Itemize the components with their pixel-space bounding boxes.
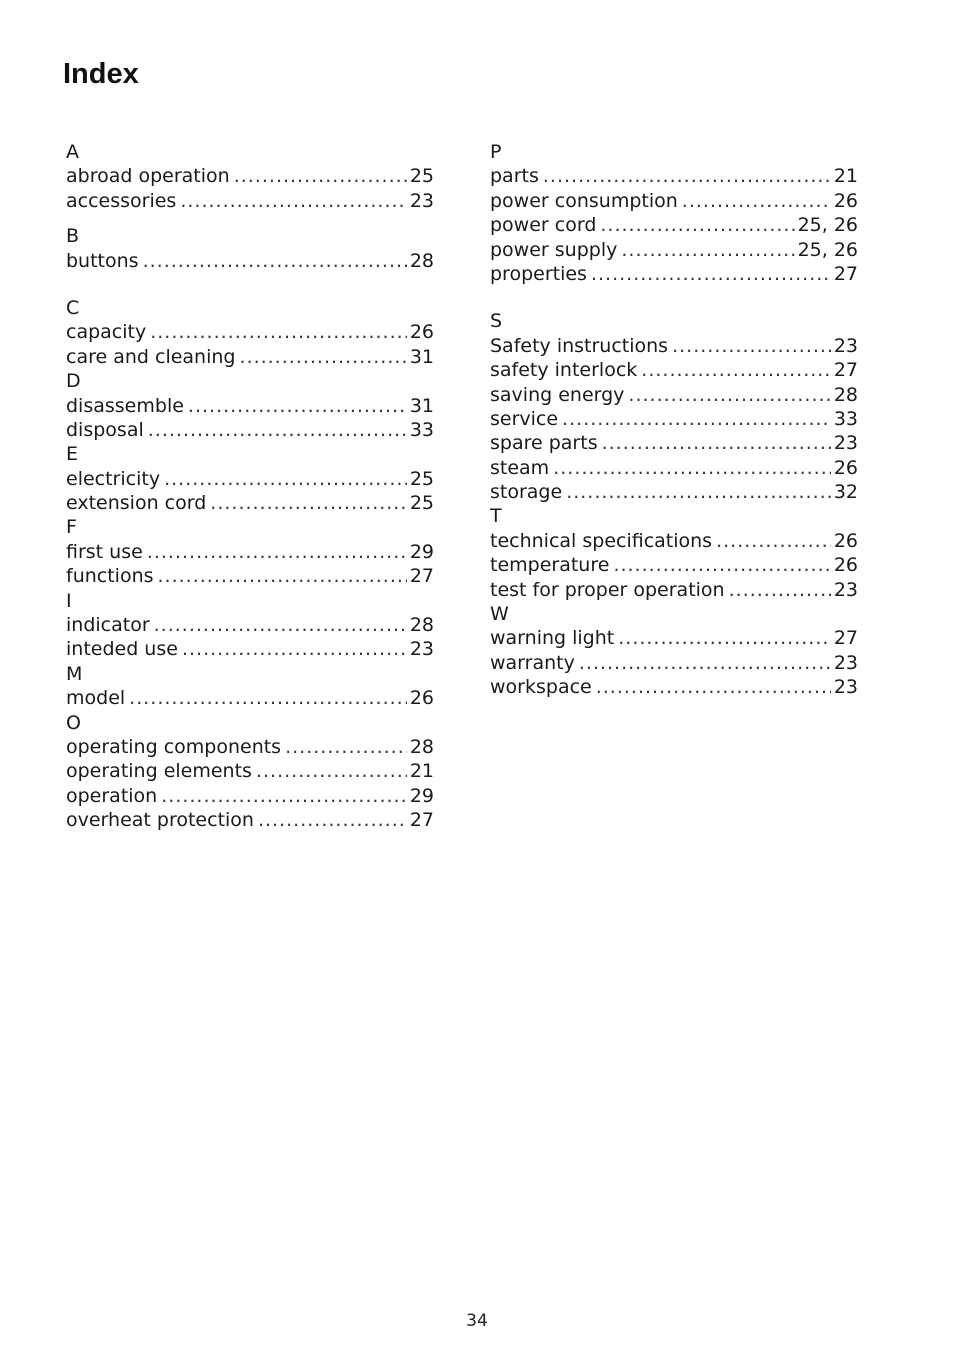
index-page-ref: 32 [833,481,858,504]
dot-leader [234,164,407,188]
index-page-ref: 27 [409,565,434,588]
index-page-ref: 23 [833,676,858,699]
index-term: storage [490,481,563,504]
index-term: steam [490,456,550,479]
dot-leader [143,249,407,273]
index-page-ref: 25 [409,467,434,490]
index-letter: W [490,603,509,626]
index-entry [66,637,434,661]
index-entry [66,686,434,710]
dot-leader [188,394,407,418]
index-group-s [490,309,858,504]
index-entry [490,407,858,431]
index-page-ref: 25 [409,492,434,515]
index-letter: E [66,443,79,466]
dot-leader [591,262,831,286]
index-page-ref: 28 [409,614,434,637]
index-entry [490,456,858,480]
dot-leader [628,383,830,407]
index-page-ref: 26 [833,456,858,479]
index-entry [66,540,434,564]
index-group-t [490,504,858,602]
index-entry [490,651,858,675]
dot-leader [682,189,831,213]
index-term: properties [490,262,587,285]
index-page-ref: 28 [833,383,858,406]
dot-leader [543,164,831,188]
index-letter: O [66,711,81,734]
index-page-ref: 27 [833,627,858,650]
index-entry [490,334,858,358]
index-term: parts [490,165,539,188]
dot-leader [180,189,406,213]
index-term: operating components [66,735,282,758]
index-entry [66,808,434,832]
page-number: 34 [466,1311,488,1331]
index-entry [66,164,434,188]
index-entry [66,418,434,442]
dot-leader [258,808,407,832]
index-page-ref: 29 [409,784,434,807]
index-group-b [66,224,434,273]
index-letter: C [66,296,80,319]
dot-leader [621,238,794,262]
dot-leader [613,553,830,577]
dot-leader [716,529,831,553]
index-term: Safety instructions [490,334,669,357]
index-letter: T [490,505,502,528]
index-entry [66,491,434,515]
dot-leader [256,759,407,783]
index-letter: F [66,516,77,539]
index-term: spare parts [490,432,598,455]
dot-leader [596,675,831,699]
index-page-ref: 23 [833,578,858,601]
index-term: service [490,407,559,430]
index-entry [490,238,858,262]
index-page-ref: 23 [409,189,434,212]
index-page-ref: 26 [833,189,858,212]
index-group-f [66,515,434,588]
index-page-ref: 21 [409,760,434,783]
dot-leader [602,431,831,455]
index-entry [66,735,434,759]
index-page-ref: 33 [409,418,434,441]
index-term: abroad operation [66,165,230,188]
index-entry [66,249,434,273]
index-entry [490,553,858,577]
index-page-ref: 25, 26 [797,238,858,261]
index-entry [66,345,434,369]
index-column-right [490,140,858,700]
index-entry [490,189,858,213]
index-letter: P [490,141,502,163]
index-group-m [66,662,434,711]
index-entry [66,189,434,213]
index-page-ref: 31 [409,345,434,368]
index-letter: D [66,370,81,393]
index-page-ref: 31 [409,394,434,417]
index-term: care and cleaning [66,345,236,368]
dot-leader [729,578,831,602]
index-letter: S [490,310,503,333]
index-page-ref: 21 [833,165,858,188]
index-term: operating elements [66,760,252,783]
index-entry [66,613,434,637]
dot-leader [562,407,831,431]
index-entry [490,578,858,602]
index-term: first use [66,540,143,563]
index-letter: B [66,225,80,248]
index-page-ref: 28 [409,249,434,272]
index-term: indicator [66,614,150,637]
index-entry [66,320,434,344]
index-page-ref: 29 [409,540,434,563]
index-term: capacity [66,321,147,344]
index-entry [490,213,858,237]
index-page-ref: 25, 26 [797,214,858,237]
index-term: functions [66,565,154,588]
dot-leader [150,320,407,344]
index-entry [66,564,434,588]
index-term: warranty [490,651,575,674]
index-term: accessories [66,189,177,212]
index-entry [490,383,858,407]
index-term: warning light [490,627,615,650]
index-entry [490,358,858,382]
index-group-c [66,296,434,369]
index-group-i [66,589,434,662]
index-entry [490,529,858,553]
page-title: Index [63,58,139,90]
index-term: power cord [490,214,597,237]
dot-leader [147,540,407,564]
dot-leader [164,467,407,491]
index-entry [66,394,434,418]
index-group-p [490,140,858,286]
index-group-a [66,140,434,213]
index-term: overheat protection [66,809,254,832]
dot-leader [566,480,831,504]
index-letter: A [66,141,79,163]
index-entry [66,784,434,808]
index-term: disassemble [66,394,184,417]
index-page-ref: 33 [833,407,858,430]
index-page-ref: 26 [833,529,858,552]
dot-leader [154,613,407,637]
index-entry [66,467,434,491]
index-page-ref: 26 [409,687,434,710]
index-group-w [490,602,858,700]
index-term: buttons [66,249,139,272]
index-page-ref: 27 [409,809,434,832]
index-entry [490,164,858,188]
dot-leader [285,735,407,759]
dot-leader [161,784,407,808]
index-letter: I [66,589,72,612]
index-entry [490,626,858,650]
index-term: power supply [490,238,618,261]
dot-leader [148,418,407,442]
index-term: electricity [66,467,161,490]
index-group-e [66,442,434,515]
index-page-ref: 25 [409,165,434,188]
index-term: disposal [66,418,144,441]
index-page-ref: 27 [833,359,858,382]
index-entry [66,759,434,783]
index-term: extension cord [66,492,207,515]
dot-leader [182,637,407,661]
index-term: technical specifications [490,529,713,552]
index-term: test for proper operation [490,578,725,601]
dot-leader [600,213,794,237]
index-term: model [66,687,126,710]
dot-leader [641,358,831,382]
dot-leader [158,564,407,588]
index-term: power consumption [490,189,678,212]
index-page-ref: 23 [409,638,434,661]
index-group-o [66,711,434,833]
index-letter: M [66,662,83,685]
index-term: temperature [490,554,610,577]
index-page-ref: 23 [833,651,858,674]
index-entry [490,262,858,286]
index-column-left [66,140,434,833]
index-page-ref: 23 [833,432,858,455]
index-page-ref: 27 [833,262,858,285]
index-entry [490,480,858,504]
index-term: safety interlock [490,359,638,382]
dot-leader [579,651,831,675]
index-entry [490,675,858,699]
dot-leader [618,626,831,650]
index-term: inteded use [66,638,178,661]
index-page-ref: 26 [409,321,434,344]
dot-leader [210,491,407,515]
index-term: saving energy [490,383,625,406]
dot-leader [129,686,407,710]
index-entry [490,431,858,455]
index-term: workspace [490,676,592,699]
index-page-ref: 23 [833,334,858,357]
dot-leader [553,456,831,480]
dot-leader [672,334,831,358]
index-term: operation [66,784,158,807]
index-group-d [66,369,434,442]
index-page-ref: 28 [409,735,434,758]
dot-leader [239,345,406,369]
index-page-ref: 26 [833,554,858,577]
